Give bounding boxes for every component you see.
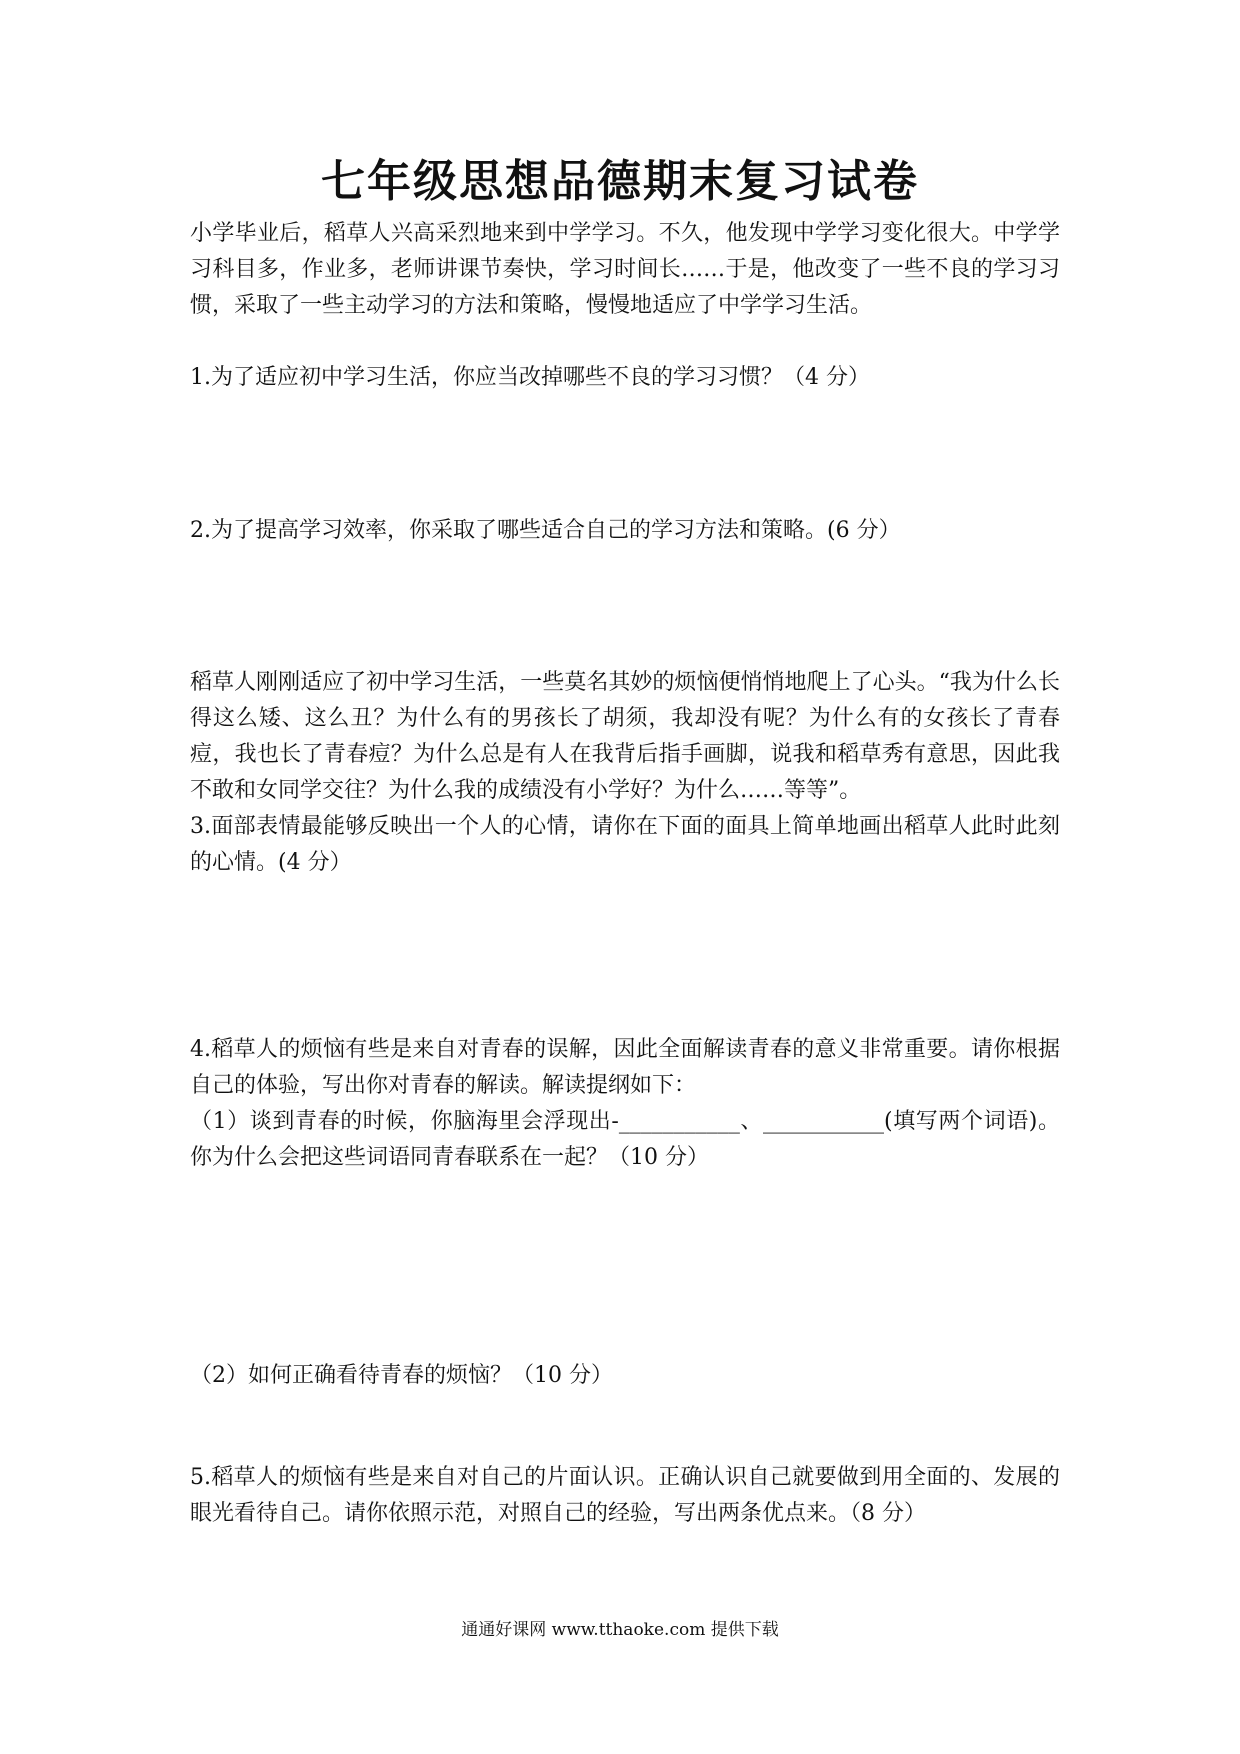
question-4-part-1: （1）谈到青春的时候，你脑海里会浮现出-___________、___________(填写两个词语)。你为什么会把这些词语同青春联系在一起？（10 分） (190, 1109, 1060, 1170)
question-4: 4.稻草人的烦恼有些是来自对青春的误解，因此全面解读青春的意义非常重要。请你根据自己的体验，写出你对青春的解读。解读提纲如下： (190, 1037, 1060, 1098)
page-title: 七年级思想品德期末复习试卷 (321, 156, 919, 207)
passage-2: 稻草人刚刚适应了初中学习生活，一些莫名其妙的烦恼便悄悄地爬上了心头。“我为什么长得这么矮、这么丑？为什么有的男孩长了胡须，我却没有呢？为什么有的女孩长了青春痘，我也长了青春痘？为什么总是有人在我背后指手画脚，说我和稻草秀有意思，因此我不敢和女同学交往？为什么我的成绩没有小学好？为什么……等等”。 (190, 670, 1060, 803)
question-3: 3.面部表情最能够反映出一个人的心情，请你在下面的面具上简单地画出稻草人此时此刻的心情。(4 分） (190, 814, 1060, 875)
question-1: 1.为了适应初中学习生活，你应当改掉哪些不良的学习习惯？（4 分） (190, 365, 870, 390)
question-2: 2.为了提高学习效率，你采取了哪些适合自己的学习方法和策略。(6 分） (190, 518, 901, 543)
question-5: 5.稻草人的烦恼有些是来自对自己的片面认识。正确认识自己就要做到用全面的、发展的眼光看待自己。请你依照示范，对照自己的经验，写出两条优点来。（8 分） (190, 1465, 1060, 1526)
question-4-part-2: （2）如何正确看待青春的烦恼？（10 分） (190, 1363, 613, 1388)
footer-credit: 通通好课网 www.tthaoke.com 提供下载 (461, 1620, 779, 1640)
passage-1: 小学毕业后，稻草人兴高采烈地来到中学学习。不久，他发现中学学习变化很大。中学学习科目多，作业多，老师讲课节奏快，学习时间长……于是，他改变了一些不良的学习习惯，采取了一些主动学习的方法和策略，慢慢地适应了中学学习生活。 (190, 221, 1060, 318)
